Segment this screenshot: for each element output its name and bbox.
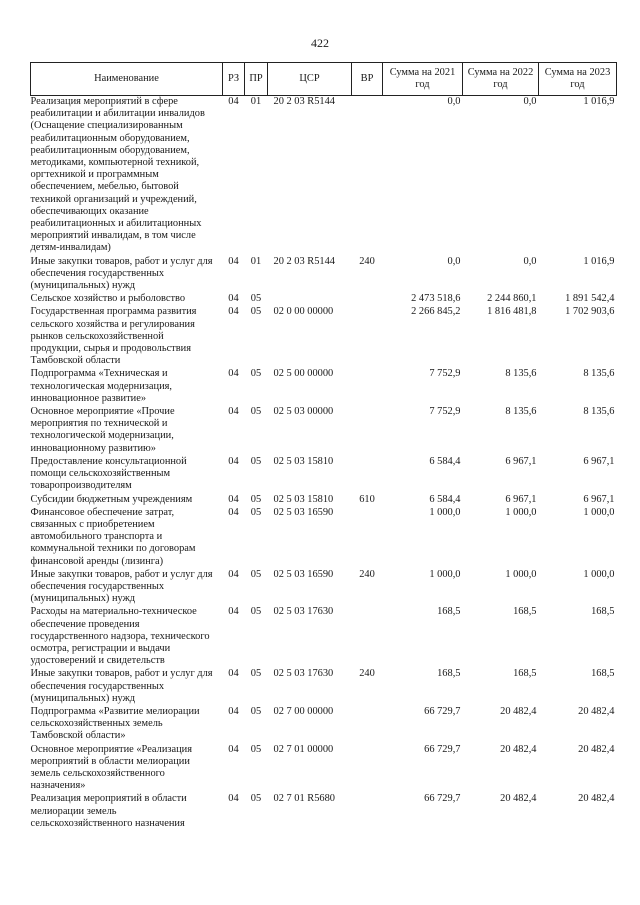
cell-sum-2021: 2 473 518,6 — [411, 293, 461, 305]
cell-sum-2023: 168,5 — [591, 668, 615, 680]
cell-vr — [352, 706, 383, 744]
page-number: 422 — [311, 36, 329, 50]
cell-vr — [352, 293, 383, 306]
cell-sum-2022: 168,5 — [513, 668, 537, 680]
cell-sum-2023: 20 482,4 — [578, 793, 615, 805]
cell-vr: 240 — [359, 255, 375, 267]
header-sum-2021: Сумма на 2021 год — [383, 63, 463, 96]
cell-name: Субсидии бюджетным учреждениям — [30, 493, 193, 505]
cell-csr: 02 0 00 00000 — [273, 306, 334, 318]
table-row — [31, 306, 617, 368]
cell-rz: 04 — [228, 568, 239, 580]
cell-sum-2022: 1 000,0 — [505, 506, 537, 518]
table-row — [31, 606, 617, 668]
cell-sum-2021: 168,5 — [437, 668, 461, 680]
cell-pr: 05 — [250, 606, 262, 618]
cell-sum-2022: 0,0 — [523, 255, 537, 267]
cell-csr: 02 5 03 16590 — [273, 568, 334, 580]
budget-table — [30, 62, 617, 831]
cell-pr: 05 — [250, 568, 262, 580]
cell-csr: 02 7 00 00000 — [273, 705, 334, 717]
header-sum-2022: Сумма на 2022 год — [463, 63, 539, 96]
table-row — [31, 668, 617, 706]
cell-sum-2023: 8 135,6 — [583, 406, 615, 418]
cell-pr: 05 — [250, 793, 262, 805]
cell-vr — [352, 744, 383, 794]
cell-sum-2023: 1 891 542,4 — [565, 293, 615, 305]
cell-sum-2023: 8 135,6 — [583, 368, 615, 380]
table-body — [31, 96, 617, 831]
cell-vr — [352, 793, 383, 831]
cell-sum-2021: 6 584,4 — [429, 493, 461, 505]
cell-sum-2023: 1 016,9 — [583, 255, 615, 267]
cell-rz: 04 — [228, 306, 239, 318]
cell-pr: 05 — [250, 293, 262, 305]
cell-sum-2022: 20 482,4 — [500, 705, 537, 717]
cell-name: Предоставление консультационной помощи сельскохозяйственным товаропроизводителям — [30, 455, 187, 492]
cell-csr: 02 5 03 15810 — [273, 455, 334, 467]
cell-pr: 05 — [250, 455, 262, 467]
header-sum-2023: Сумма на 2023 год — [539, 63, 617, 96]
cell-csr: 20 2 03 R5144 — [273, 255, 335, 267]
cell-sum-2022: 8 135,6 — [505, 368, 537, 380]
cell-sum-2022: 2 244 860,1 — [487, 293, 537, 305]
table-row — [31, 494, 617, 507]
cell-sum-2021: 7 752,9 — [429, 368, 461, 380]
header-vr: ВР — [352, 63, 383, 96]
cell-rz: 04 — [228, 96, 239, 107]
cell-vr — [352, 306, 383, 368]
cell-sum-2022: 1 000,0 — [505, 568, 537, 580]
cell-sum-2021: 6 584,4 — [429, 455, 461, 467]
cell-sum-2021: 2 266 845,2 — [411, 306, 461, 318]
cell-csr: 02 7 01 00000 — [273, 743, 334, 755]
table-row — [31, 368, 617, 406]
cell-csr: 20 2 03 R5144 — [273, 96, 335, 107]
cell-sum-2023: 6 967,1 — [583, 493, 615, 505]
cell-csr: 02 7 01 R5680 — [273, 793, 335, 805]
cell-sum-2023: 6 967,1 — [583, 455, 615, 467]
cell-pr: 05 — [250, 668, 262, 680]
cell-vr — [352, 606, 383, 668]
cell-name: Подпрограмма «Развитие мелиорации сельскохозяйственных земель Тамбовской области» — [30, 705, 200, 742]
table-row — [31, 406, 617, 456]
cell-name: Реализация мероприятий в сфере реабилитации и абилитации инвалидов (Оснащение специализированным реабилитационным оборудованием, реабилитационным оборудованием, методиками, компьютерной техникой, оргтехникой и программным обеспечением, мебелью, бытовой техникой организаций и учреждений, обеспечивающих оказание реабилитационных и абилитационных мероприятий инвалидам, в том числе детям-инвалидам) — [30, 96, 205, 254]
cell-vr — [352, 406, 383, 456]
cell-sum-2021: 0,0 — [447, 96, 461, 107]
table-header — [31, 63, 617, 96]
cell-name: Сельское хозяйство и рыболовство — [30, 293, 186, 305]
cell-sum-2023: 20 482,4 — [578, 743, 615, 755]
cell-pr: 01 — [250, 96, 262, 107]
cell-sum-2022: 1 816 481,8 — [487, 306, 537, 318]
cell-name: Основное мероприятие «Прочие мероприятия по технической и технологической модернизации, инновационному развитию» — [30, 406, 175, 454]
cell-pr: 05 — [250, 306, 262, 318]
cell-name: Финансовое обеспечение затрат, связанных с приобретением автомобильного транспорта и коммунальной техники по договорам финансовой аренды (лизинга) — [30, 506, 196, 567]
header-name: Наименование — [31, 63, 223, 96]
cell-pr: 01 — [250, 255, 262, 267]
cell-rz: 04 — [228, 506, 239, 518]
cell-name: Государственная программа развития сельского хозяйства и регулирования рынков сельскохозяйственной продукции, сырья и продовольствия Тамбовской области — [30, 306, 197, 367]
cell-sum-2023: 1 016,9 — [583, 96, 615, 107]
table-row — [31, 256, 617, 294]
cell-vr: 240 — [359, 568, 375, 580]
table-row — [31, 569, 617, 607]
header-pr: ПР — [245, 63, 268, 96]
cell-pr: 05 — [250, 743, 262, 755]
cell-sum-2022: 0,0 — [523, 96, 537, 107]
cell-name: Иные закупки товаров, работ и услуг для обеспечения государственных (муниципальных) нужд — [30, 568, 213, 605]
cell-name: Основное мероприятие «Реализация мероприятий в области мелиорации земель сельскохозяйственного назначения» — [30, 743, 192, 792]
cell-sum-2023: 168,5 — [591, 606, 615, 618]
cell-rz: 04 — [228, 743, 239, 755]
cell-pr: 05 — [250, 368, 262, 380]
cell-sum-2021: 1 000,0 — [429, 506, 461, 518]
cell-rz: 04 — [228, 668, 239, 680]
cell-rz: 04 — [228, 406, 239, 418]
cell-sum-2021: 168,5 — [437, 606, 461, 618]
table-row — [31, 507, 617, 569]
cell-rz: 04 — [228, 793, 239, 805]
cell-csr: 02 5 00 00000 — [273, 368, 334, 380]
cell-sum-2021: 66 729,7 — [424, 743, 461, 755]
cell-pr: 05 — [250, 705, 262, 717]
cell-vr — [352, 96, 383, 256]
cell-name: Расходы на материально-техническое обеспечение проведения государственного надзора, технического осмотра, регистрации и выдачи удостоверений и свидетельств — [30, 606, 210, 667]
cell-csr: 02 5 03 15810 — [273, 493, 334, 505]
cell-sum-2021: 66 729,7 — [424, 793, 461, 805]
cell-rz: 04 — [228, 293, 239, 305]
cell-sum-2021: 0,0 — [447, 255, 461, 267]
cell-rz: 04 — [228, 255, 239, 267]
cell-sum-2021: 7 752,9 — [429, 406, 461, 418]
cell-vr: 610 — [359, 493, 375, 505]
cell-sum-2021: 66 729,7 — [424, 705, 461, 717]
table-row — [31, 96, 617, 256]
cell-sum-2022: 6 967,1 — [505, 455, 537, 467]
table-row — [31, 744, 617, 794]
cell-vr — [352, 507, 383, 569]
cell-name: Иные закупки товаров, работ и услуг для обеспечения государственных (муниципальных) нужд — [30, 255, 213, 292]
cell-sum-2023: 1 000,0 — [583, 568, 615, 580]
header-rz: РЗ — [223, 63, 245, 96]
cell-rz: 04 — [228, 368, 239, 380]
cell-rz: 04 — [228, 606, 239, 618]
cell-vr — [352, 456, 383, 494]
cell-csr: 02 5 03 00000 — [273, 406, 334, 418]
cell-sum-2023: 1 000,0 — [583, 506, 615, 518]
cell-csr: 02 5 03 16590 — [273, 506, 334, 518]
cell-vr — [352, 368, 383, 406]
table-row — [31, 293, 617, 306]
cell-rz: 04 — [228, 705, 239, 717]
cell-sum-2023: 1 702 903,6 — [565, 306, 615, 318]
cell-sum-2022: 6 967,1 — [505, 493, 537, 505]
cell-pr: 05 — [250, 406, 262, 418]
cell-csr — [268, 293, 352, 306]
cell-csr: 02 5 03 17630 — [273, 668, 334, 680]
cell-name: Реализация мероприятий в области мелиорации земель сельскохозяйственного назначения — [30, 793, 187, 829]
cell-vr: 240 — [359, 668, 375, 680]
cell-sum-2022: 20 482,4 — [500, 743, 537, 755]
cell-sum-2022: 20 482,4 — [500, 793, 537, 805]
table-row — [31, 793, 617, 831]
cell-sum-2022: 8 135,6 — [505, 406, 537, 418]
cell-sum-2022: 168,5 — [513, 606, 537, 618]
cell-pr: 05 — [250, 493, 262, 505]
cell-name: Подпрограмма «Техническая и технологическая модернизация, инновационное развитие» — [30, 368, 173, 404]
table-row — [31, 456, 617, 494]
table-row — [31, 706, 617, 744]
cell-pr: 05 — [250, 506, 262, 518]
cell-rz: 04 — [228, 493, 239, 505]
cell-sum-2023: 20 482,4 — [578, 705, 615, 717]
cell-rz: 04 — [228, 455, 239, 467]
header-csr: ЦСР — [268, 63, 352, 96]
cell-csr: 02 5 03 17630 — [273, 606, 334, 618]
cell-name: Иные закупки товаров, работ и услуг для обеспечения государственных (муниципальных) нужд — [30, 668, 213, 704]
cell-sum-2021: 1 000,0 — [429, 568, 461, 580]
